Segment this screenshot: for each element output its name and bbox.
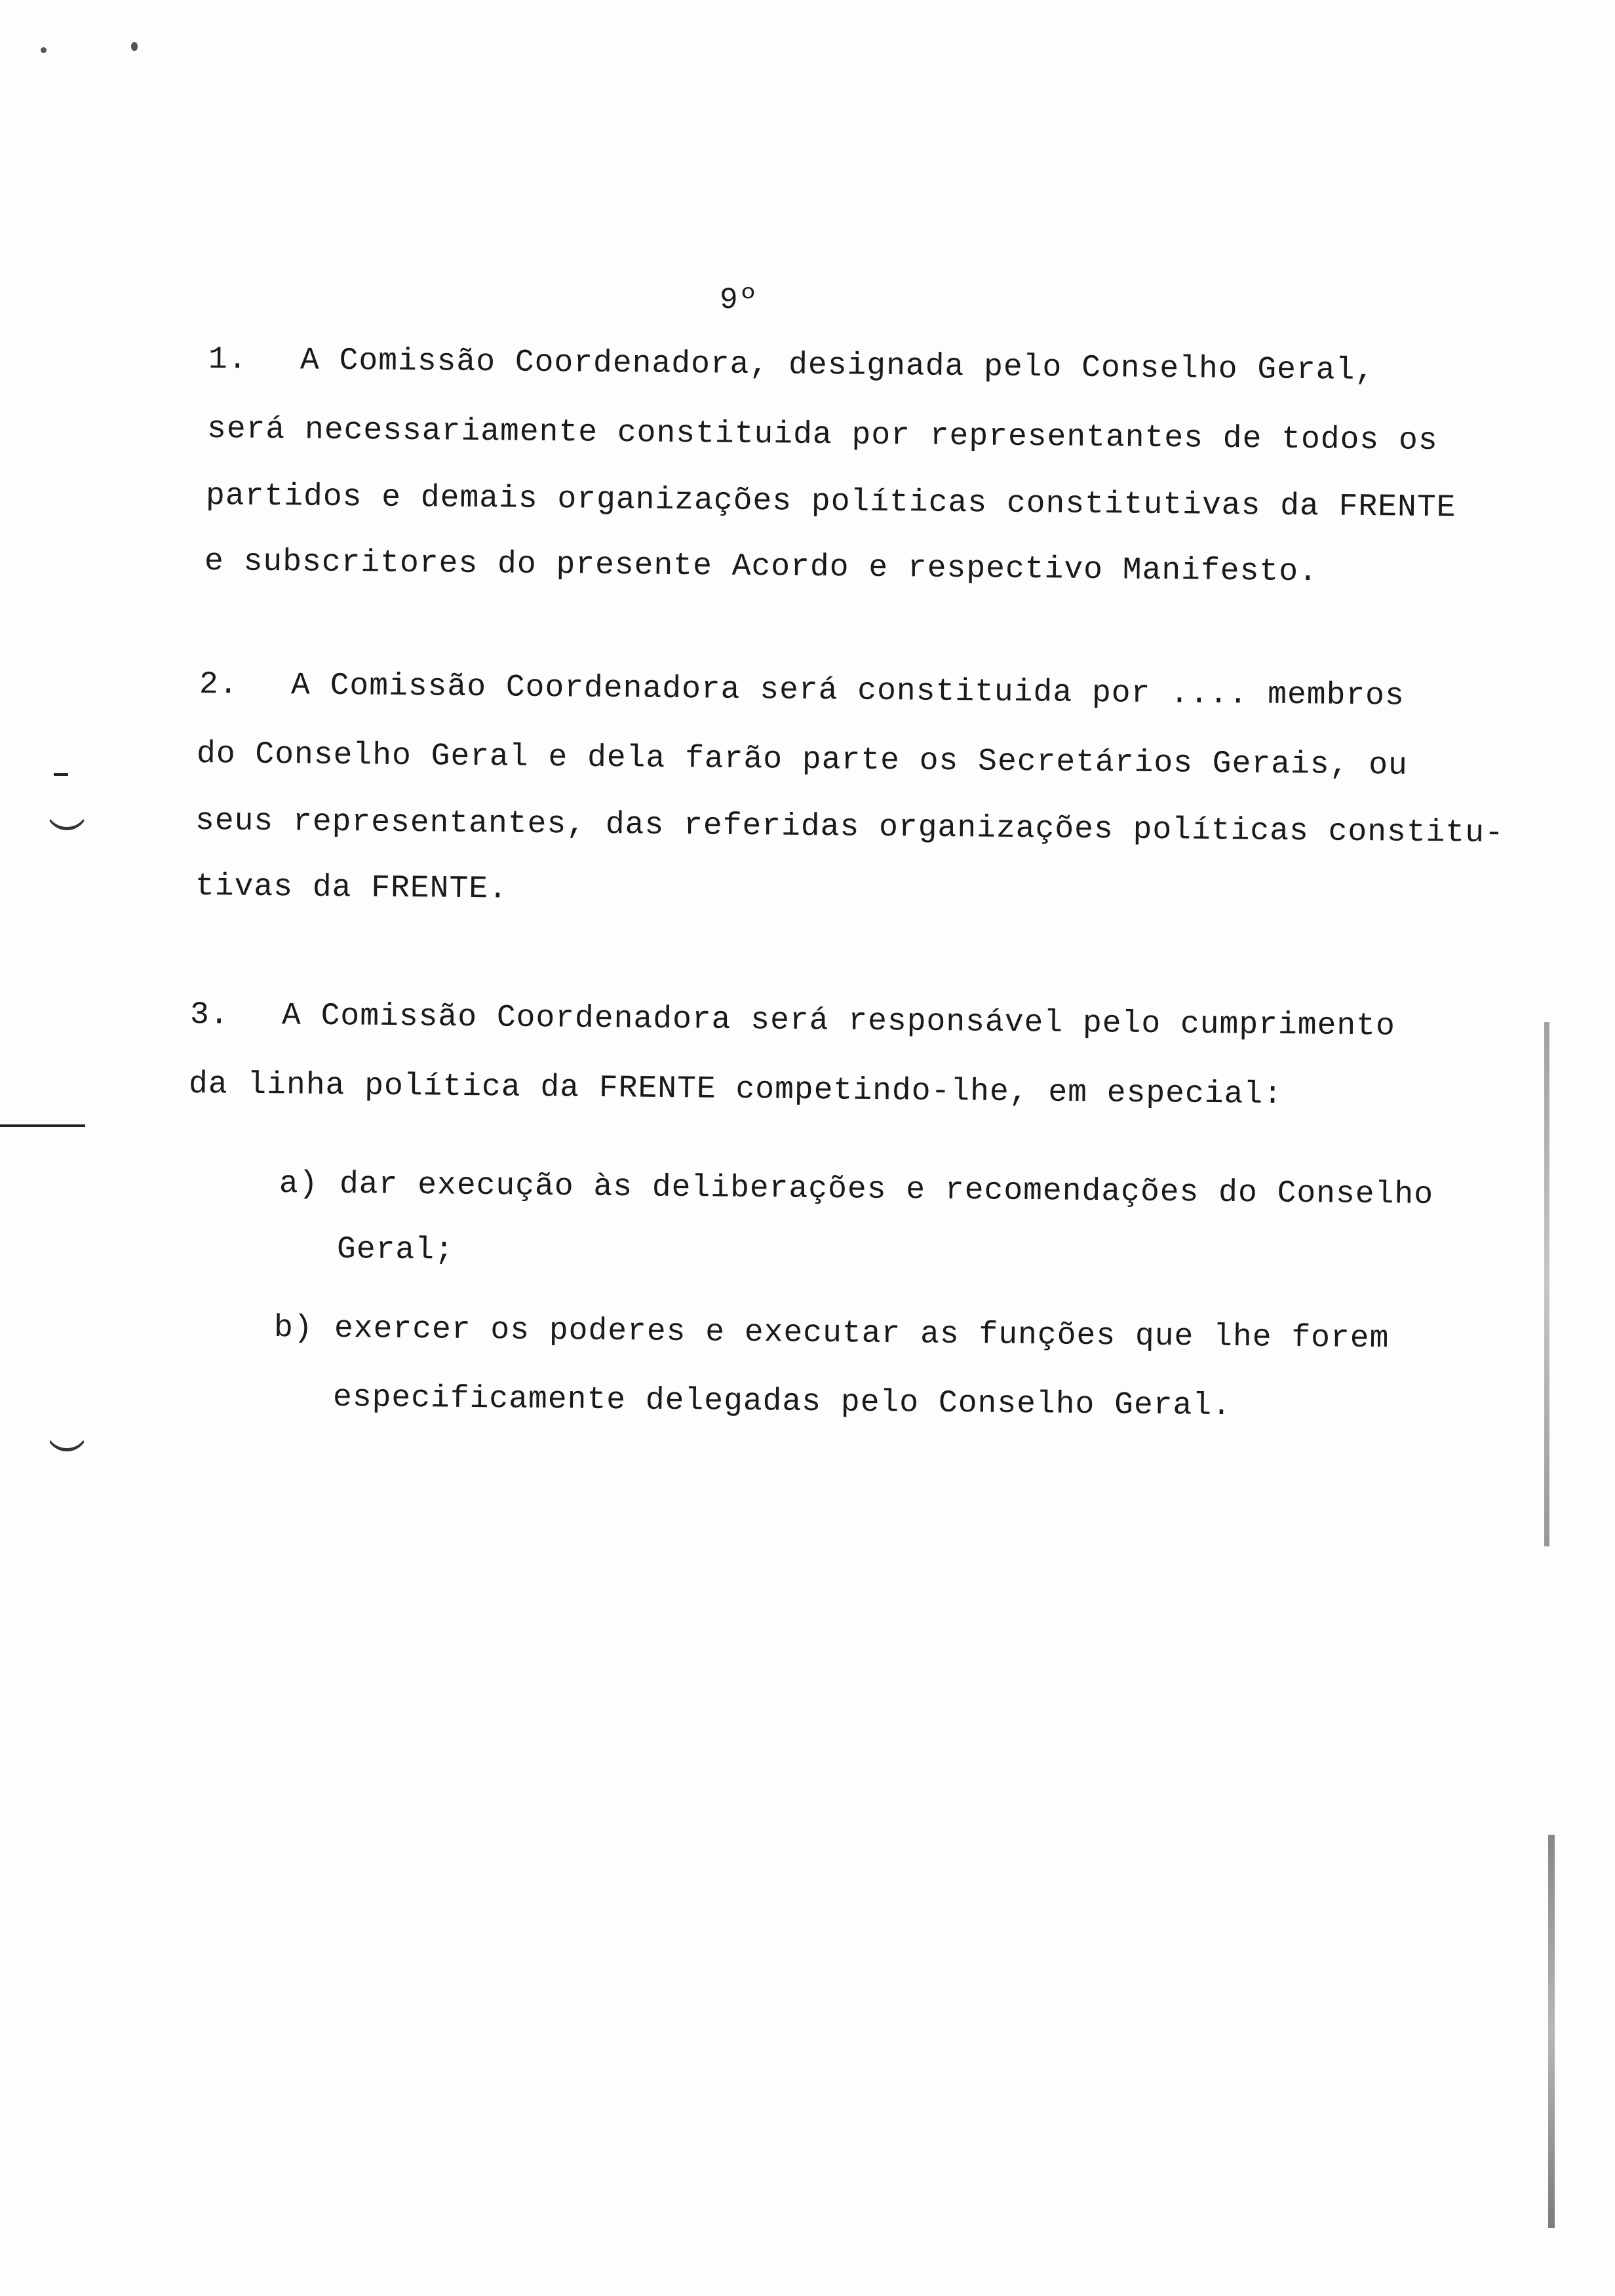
binding-hole-mark [46,801,88,830]
section-2-line-4: tivas da FRENTE. [195,869,509,908]
section-3-line-1 [190,997,1395,1044]
section-1-line-1 [208,342,1375,389]
scan-speck [131,42,138,51]
scan-edge-shadow [1548,1835,1555,2228]
section-2-text: A Comissão Coordenadora será constituida por .... membros [290,668,1405,714]
item-b-line-2: especificamente delegadas pelo Conselho Geral. [332,1380,1232,1425]
section-2-number: 2. [199,667,239,703]
section-2-line-3: seus representantes, das referidas organizações políticas constitu- [195,803,1505,852]
section-1-line-4: e subscritores do presente Acordo e respectivo Manifesto. [204,544,1319,590]
item-a-text: dar execução às deliberações e recomendações do Conselho [339,1166,1434,1213]
item-a-line-1 [279,1166,1433,1213]
page-number: 9º [720,283,759,317]
section-1-line-3: partidos e demais organizações políticas constitutivas da FRENTE [205,478,1456,526]
scan-speck [41,47,47,53]
item-b-label: b) [273,1311,313,1347]
section-3-number: 3. [189,997,229,1033]
section-3-text: A Comissão Coordenadora será responsável pelo cumprimento [281,998,1396,1044]
section-1-text: A Comissão Coordenadora, designada pelo Conselho Geral, [300,343,1375,389]
binding-mark [0,1124,85,1127]
section-1-line-2: será necessariamente constituida por representantes de todos os [206,411,1438,459]
section-2-line-1 [199,667,1405,714]
item-b-text: exercer os poderes e executar as funções que lhe forem [334,1311,1390,1357]
section-2-line-2: do Conselho Geral e dela farão parte os Secretários Gerais, ou [196,737,1409,784]
section-1-number: 1. [208,342,248,378]
binding-hole-mark [46,1422,88,1451]
section-3-line-2: da linha política da FRENTE competindo-lhe, em especial: [188,1067,1283,1113]
item-a-line-2: Geral; [336,1232,455,1269]
binding-mark [54,773,68,776]
item-a-label: a) [279,1166,319,1202]
scan-edge-shadow [1544,1022,1549,1546]
item-b-line-1 [274,1311,1390,1356]
